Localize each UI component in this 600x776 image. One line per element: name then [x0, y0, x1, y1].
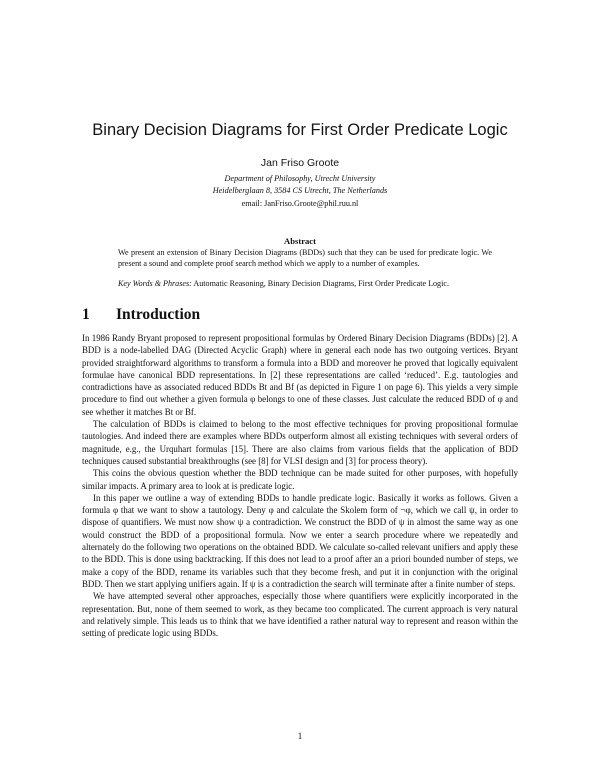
keywords-text: Automatic Reasoning, Binary Decision Diagrams, First Order Predicate Logic. — [191, 279, 449, 288]
affiliation-department: Department of Philosophy, Utrecht University — [224, 174, 376, 183]
keywords-label: Key Words & Phrases: — [118, 279, 192, 288]
section-title: Introduction — [116, 306, 201, 323]
section-heading — [82, 306, 200, 324]
author-email: email: JanFriso.Groote@phil.ruu.nl — [241, 199, 359, 208]
paragraph: We have attempted several other approaches, especially those where quantifiers were explicitly incorporated in the representation. But, none of them seemed to work, as they became too complicated. The current approach is very natural and relatively simple. This leads us to think that we have identified a rather natural way to represent and reason within the setting of predicate logic using BDDs. — [82, 591, 518, 639]
paragraph: In this paper we outline a way of extending BDDs to handle predicate logic. Basically it works as follows. Given a formula φ that we want to show a tautology. Deny φ and calculate the Skolem form of ¬φ, which we call ψ, in order to dispose of quantifiers. We must now show ψ a contradiction. We construct the BDD of ψ in almost the same way as one would construct the BDD of a propositional formula. Now we enter a search procedure where we repeatedly and alternately do the following two operations on the obtained BDD. We calculate so-called relevant unifiers and apply these to the BDD. This is done using backtracking. If this does not lead to a proof after an a priori bounded number of steps, we make a copy of the BDD, rename its variables such that they become fresh, and put it in conjunction with the original BDD. Then we start applying unifiers again. If ψ is a contradiction the search will terminate after a finite number of steps. — [82, 492, 518, 589]
paper-title: Binary Decision Diagrams for First Order Predicate Logic — [92, 121, 508, 139]
paragraph: This coins the obvious question whether the BDD technique can be made suited for other purposes, with hopefully similar impacts. A primary area to look at is predicate logic. — [82, 468, 518, 491]
body-text — [82, 332, 518, 639]
section-number: 1 — [82, 306, 90, 323]
page-number: 1 — [297, 731, 303, 741]
affiliation-address: Heidelberglaan 8, 3584 CS Utrecht, The Netherlands — [212, 186, 388, 195]
author-name: Jan Friso Groote — [260, 157, 340, 169]
abstract-text: We present an extension of Binary Decision Diagrams (BDDs) such that they can be used for predicate logic. We present a sound and complete proof search method which we apply to a number of examples. — [118, 248, 492, 268]
paragraph: The calculation of BDDs is claimed to belong to the most effective techniques for proving propositional formulae tautologies. And indeed there are examples where BDDs outperform almost all existing techniques with several orders of magnitude, e.g., the Urquhart formulas [15]. There are also claims from various fields that the application of BDD techniques caused substantial breakthroughs (see [8] for VLSI design and [3] for process theory). — [82, 419, 518, 466]
abstract-heading: Abstract — [284, 236, 316, 246]
paragraph: In 1986 Randy Bryant proposed to represent propositional formulas by Ordered Binary Decision Diagrams (BDDs) [2]. A BDD is a node-labelled DAG (Directed Acyclic Graph) where in general each node has two outgoing vertices. Bryant provided straightforward algorithms to transform a formula into a BDD and moreover he proved that logically equivalent formulae have canonical BDD representations. In [2] these representations are called ‘reduced’. E.g. tautologies and contradictions have as associated reduced BDDs Bt and Bf (as depicted in Figure 1 on page 6). This yields a very simple procedure to find out whether a given formula φ belongs to one of these classes. Just calculate the reduced BDD of φ and see whether it matches Bt or Bf. — [82, 333, 518, 417]
keywords-line — [118, 279, 498, 290]
